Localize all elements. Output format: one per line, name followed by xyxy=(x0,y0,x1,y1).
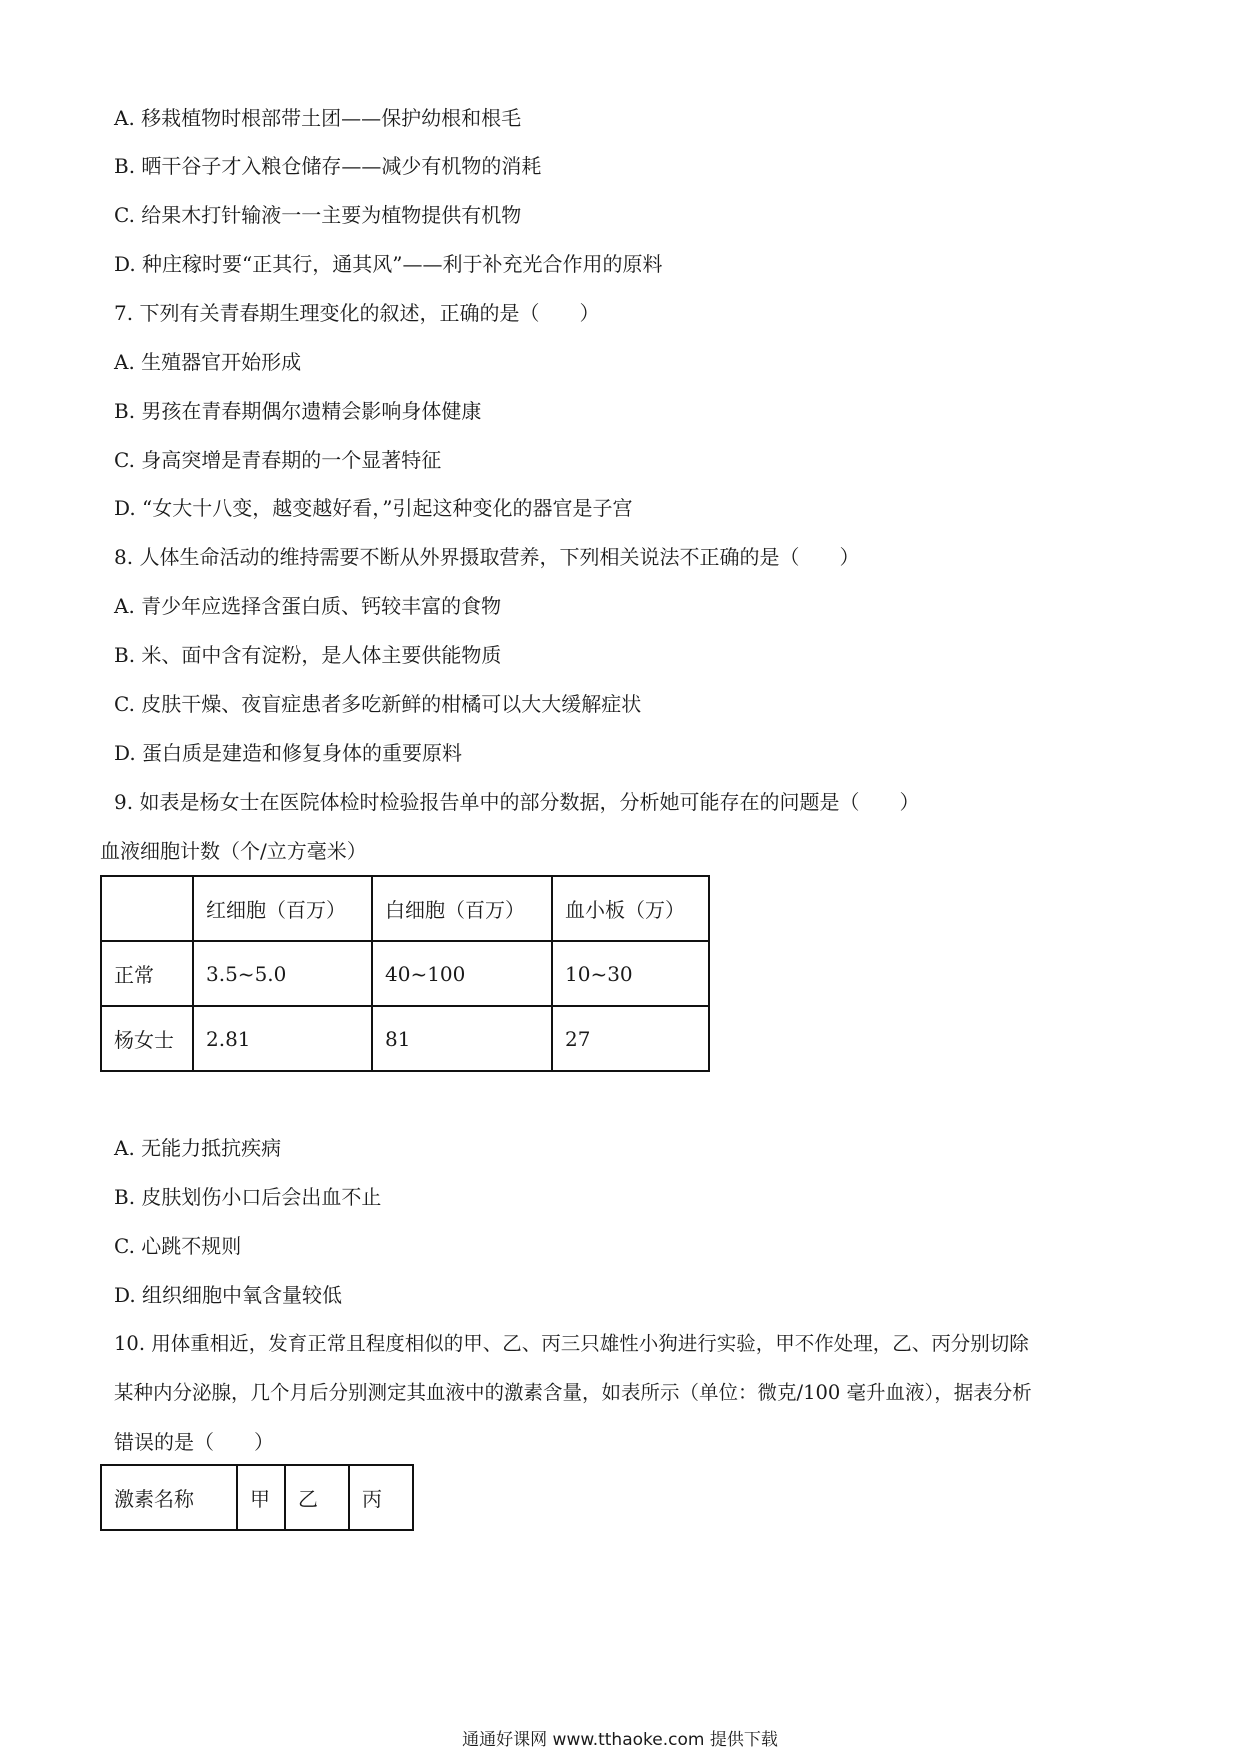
table-header-cell: 血小板（万） xyxy=(552,876,709,941)
q8-option-b: B. 米、面中含有淀粉，是人体主要供能物质 xyxy=(114,643,502,667)
table-header-cell: 甲 xyxy=(237,1465,285,1530)
table-header-cell: 激素名称 xyxy=(101,1465,237,1530)
blood-count-table xyxy=(100,875,710,1072)
table-cell: 10~30 xyxy=(552,941,709,1006)
q9-option-a: A. 无能力抵抗疾病 xyxy=(114,1136,282,1160)
q7-option-d: D. “女大十八变，越变越好看，”引起这种变化的器官是子宫 xyxy=(114,496,633,520)
q7-option-b: B. 男孩在青春期偶尔遗精会影响身体健康 xyxy=(114,399,482,423)
q6-option-d: D. 种庄稼时要“正其行，通其风”——利于补充光合作用的原料 xyxy=(114,252,663,276)
q7-option-a: A. 生殖器官开始形成 xyxy=(114,350,302,374)
q6-option-b: B. 晒干谷子才入粮仓储存——减少有机物的消耗 xyxy=(114,154,542,178)
table-header-row xyxy=(101,1465,413,1530)
table-cell: 3.5~5.0 xyxy=(193,941,372,1006)
q8-option-c: C. 皮肤干燥、夜盲症患者多吃新鲜的柑橘可以大大缓解症状 xyxy=(114,692,642,716)
q10-stem-line-2: 某种内分泌腺，几个月后分别测定其血液中的激素含量，如表所示（单位：微克/100 毫升血液），据表分析 xyxy=(114,1381,1032,1404)
q8-option-a: A. 青少年应选择含蛋白质、钙较丰富的食物 xyxy=(114,594,502,618)
q7-stem: 7. 下列有关青春期生理变化的叙述，正确的是（ ） xyxy=(114,301,600,325)
q10-stem-line-3: 错误的是（ ） xyxy=(114,1430,274,1454)
q9-option-b: B. 皮肤划伤小口后会出血不止 xyxy=(114,1185,382,1209)
table-header-cell: 丙 xyxy=(349,1465,413,1530)
table-header-row xyxy=(101,876,709,941)
q8-option-d: D. 蛋白质是建造和修复身体的重要原料 xyxy=(114,741,463,765)
table-row xyxy=(101,941,709,1006)
q10-stem-line-1: 10. 用体重相近，发育正常且程度相似的甲、乙、丙三只雄性小狗进行实验，甲不作处理，乙、丙分别切除 xyxy=(114,1332,1029,1355)
q9-option-d: D. 组织细胞中氧含量较低 xyxy=(114,1283,343,1307)
table-header-cell: 乙 xyxy=(285,1465,349,1530)
q6-option-c: C. 给果木打针输液一一主要为植物提供有机物 xyxy=(114,203,522,227)
table-cell: 27 xyxy=(552,1006,709,1071)
q8-stem: 8. 人体生命活动的维持需要不断从外界摄取营养，下列相关说法不正确的是（ ） xyxy=(114,545,860,569)
table-header-cell: 白细胞（百万） xyxy=(372,876,552,941)
table-cell: 81 xyxy=(372,1006,552,1071)
table-cell: 40~100 xyxy=(372,941,552,1006)
q9-stem: 9. 如表是杨女士在医院体检时检验报告单中的部分数据，分析她可能存在的问题是（ ） xyxy=(114,790,920,814)
table-header-cell xyxy=(101,876,193,941)
table-cell: 杨女士 xyxy=(101,1006,193,1071)
page-footer: 通通好课网 www.tthaoke.com 提供下载 xyxy=(462,1730,778,1750)
table-row xyxy=(101,1006,709,1071)
table-header-cell: 红细胞（百万） xyxy=(193,876,372,941)
q6-option-a: A. 移栽植物时根部带土团——保护幼根和根毛 xyxy=(114,106,522,130)
table-cell: 正常 xyxy=(101,941,193,1006)
q7-option-c: C. 身高突增是青春期的一个显著特征 xyxy=(114,448,442,472)
q9-table-caption: 血液细胞计数（个/立方毫米） xyxy=(100,839,367,863)
q9-option-c: C. 心跳不规则 xyxy=(114,1234,242,1258)
table-cell: 2.81 xyxy=(193,1006,372,1071)
hormone-table xyxy=(100,1464,414,1531)
